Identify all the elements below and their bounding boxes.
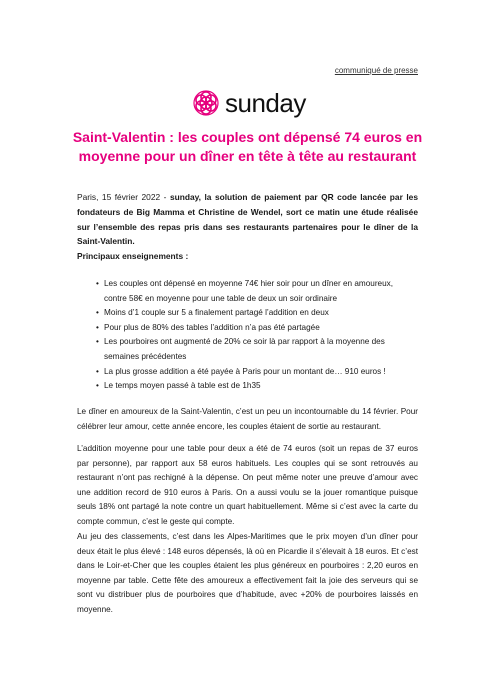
body-paragraph: Le dîner en amoureux de la Saint-Valentin, c’est un peu un incontournable du 14 février. Pour célébrer leur amour, cette année encore, les couples étaient de sortie au restaurant.	[77, 407, 418, 431]
list-item: • Le temps moyen passé à table est de 1h35	[96, 379, 418, 394]
press-release-title: Saint-Valentin : les couples ont dépensé 74 euros en moyenne pour un dîner en tête à tête au restaurant	[72, 129, 423, 164]
dateline: Paris, 15 février 2022 -	[77, 192, 170, 202]
lead-bold-text: sunday, la solution de paiement par QR code lancée par les fondateurs de Big Mamma et Christine de Wendel, sort ce matin une étude réalisée sur l’ensemble des repas pris dans ses restaurants partenaires pour le dîner de la Saint-Valentin.	[77, 192, 418, 247]
list-item: • Les pourboires ont augmenté de 20% ce soir là par rapport à la moyenne des semaines précédentes	[96, 335, 418, 364]
sunday-logo	[190, 88, 306, 118]
list-item: • La plus grosse addition a été payée à Paris pour un montant de… 910 euros !	[96, 365, 418, 380]
sunday-wordmark: sunday	[225, 87, 306, 118]
body-paragraph: Au jeu des classements, c’est dans les Alpes-Maritimes que le prix moyen d’un dîner pour deux était le plus élevé : 148 euros dépensés, là où en Picardie il s’élevait à 18 euros. Et c’est dans le Loir-et-Cher que les couples étaient les plus généreux en pourboires : 2,20 euros en moyenne par table. Cette fête des amoureux a effectivement fait la joie des serveurs qui se sont vu distribuer plus de pourboires que d’habitude, avec +20% de pourboires laissés en moyenne.	[77, 532, 418, 614]
body-paragraph: L’addition moyenne pour une table pour deux a été de 74 euros (soit un repas de 37 euros par personne), par rapport aux 58 euros habituels. Les couples qui se sont retrouvés au restaurant n’ont pas rechigné à la dépense. On peut même noter une preuve d’amour avec une addition record de 910 euros à Paris. On a aussi voulu se la jouer romantique puisque seuls 18% ont partagé la note contre un quart habituellement. Même si c’est avec la carte du compte commun, c’est le geste qui compte.	[77, 444, 418, 526]
lead-paragraph	[77, 190, 418, 249]
list-item: • Les couples ont dépensé en moyenne 74€ hier soir pour un dîner en amoureux, contre 58€ en moyenne pour une table de deux un soir ordinaire	[96, 277, 418, 306]
list-item: • Moins d’1 couple sur 5 a finalement partagé l’addition en deux	[96, 306, 418, 321]
sunday-flower-icon	[190, 87, 222, 119]
list-item: • Pour plus de 80% des tables l’addition n’a pas été partagée	[96, 321, 418, 336]
press-release-link[interactable]: communiqué de presse	[334, 66, 418, 75]
key-findings-list	[96, 277, 418, 394]
section-title: Principaux enseignements :	[77, 251, 189, 261]
